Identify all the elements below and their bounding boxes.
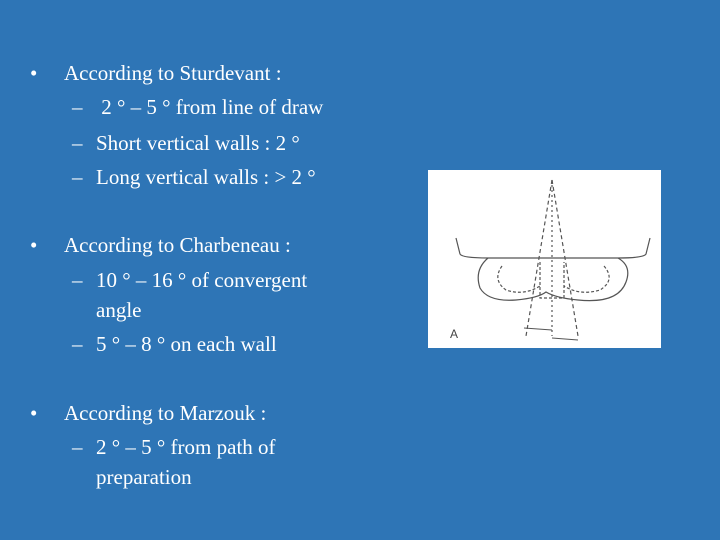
bullet-icon: • <box>30 61 38 85</box>
bullet-icon: • <box>30 401 38 425</box>
bullet-icon: • <box>30 233 38 257</box>
tooth-preparation-diagram <box>428 170 661 348</box>
dash-icon: – <box>72 268 83 292</box>
figure-label: A <box>450 327 459 341</box>
dash-icon: – <box>72 165 83 189</box>
dash-icon: – <box>72 95 83 119</box>
dash-icon: – <box>72 332 83 356</box>
dash-icon: – <box>72 131 83 155</box>
slide: • According to Sturdevant : – 2 ° – 5 ° from line of draw – Short vertical walls : 2 ° – Long vertical walls : > 2 ° • According to Charbeneau : – 10 ° – 16 ° of convergent angle – 5 ° – 8 ° on each wall • According to Marzouk : – 2 ° – 5 ° from path of preparation A <box>0 0 720 540</box>
dash-icon: – <box>72 435 83 459</box>
diagram-svg <box>428 170 661 348</box>
